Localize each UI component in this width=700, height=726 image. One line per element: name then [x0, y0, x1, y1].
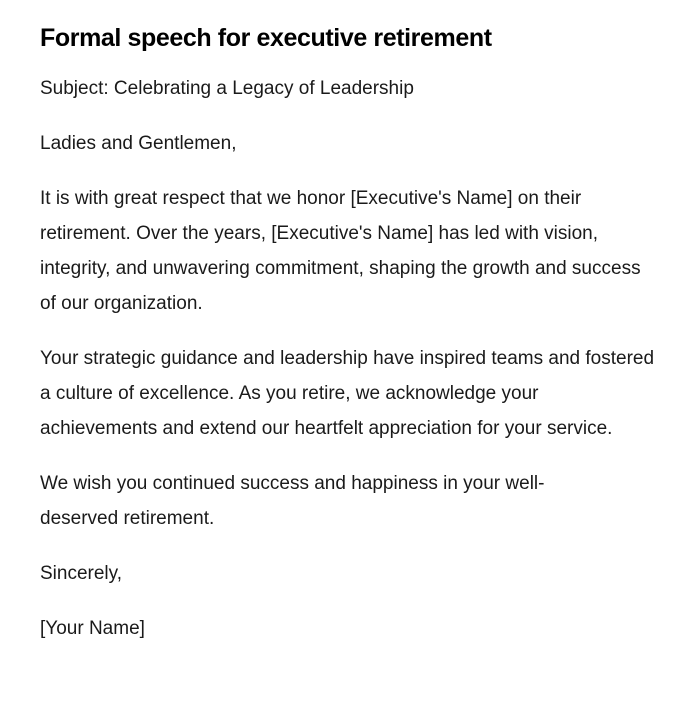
body-paragraph: Your strategic guidance and leadership have inspired teams and fostered a culture of excellence. As you retire, we acknowledge your achievements and extend our heartfelt appreciation for your service.: [40, 348, 655, 439]
body-paragraph: We wish you continued success and happiness in your well-deserved retirement.: [40, 473, 545, 529]
document-title: Formal speech for executive retirement: [40, 24, 492, 52]
subject-line: Subject: Celebrating a Legacy of Leadership: [40, 78, 414, 99]
signature: [Your Name]: [40, 618, 145, 639]
salutation: Ladies and Gentlemen,: [40, 133, 237, 154]
body-paragraph: It is with great respect that we honor [Executive's Name] on their retirement. Over the years, [Executive's Name] has led with vision, integrity, and unwavering commitment, shaping the growth and success of our organization.: [40, 188, 641, 314]
closing: Sincerely,: [40, 563, 123, 584]
